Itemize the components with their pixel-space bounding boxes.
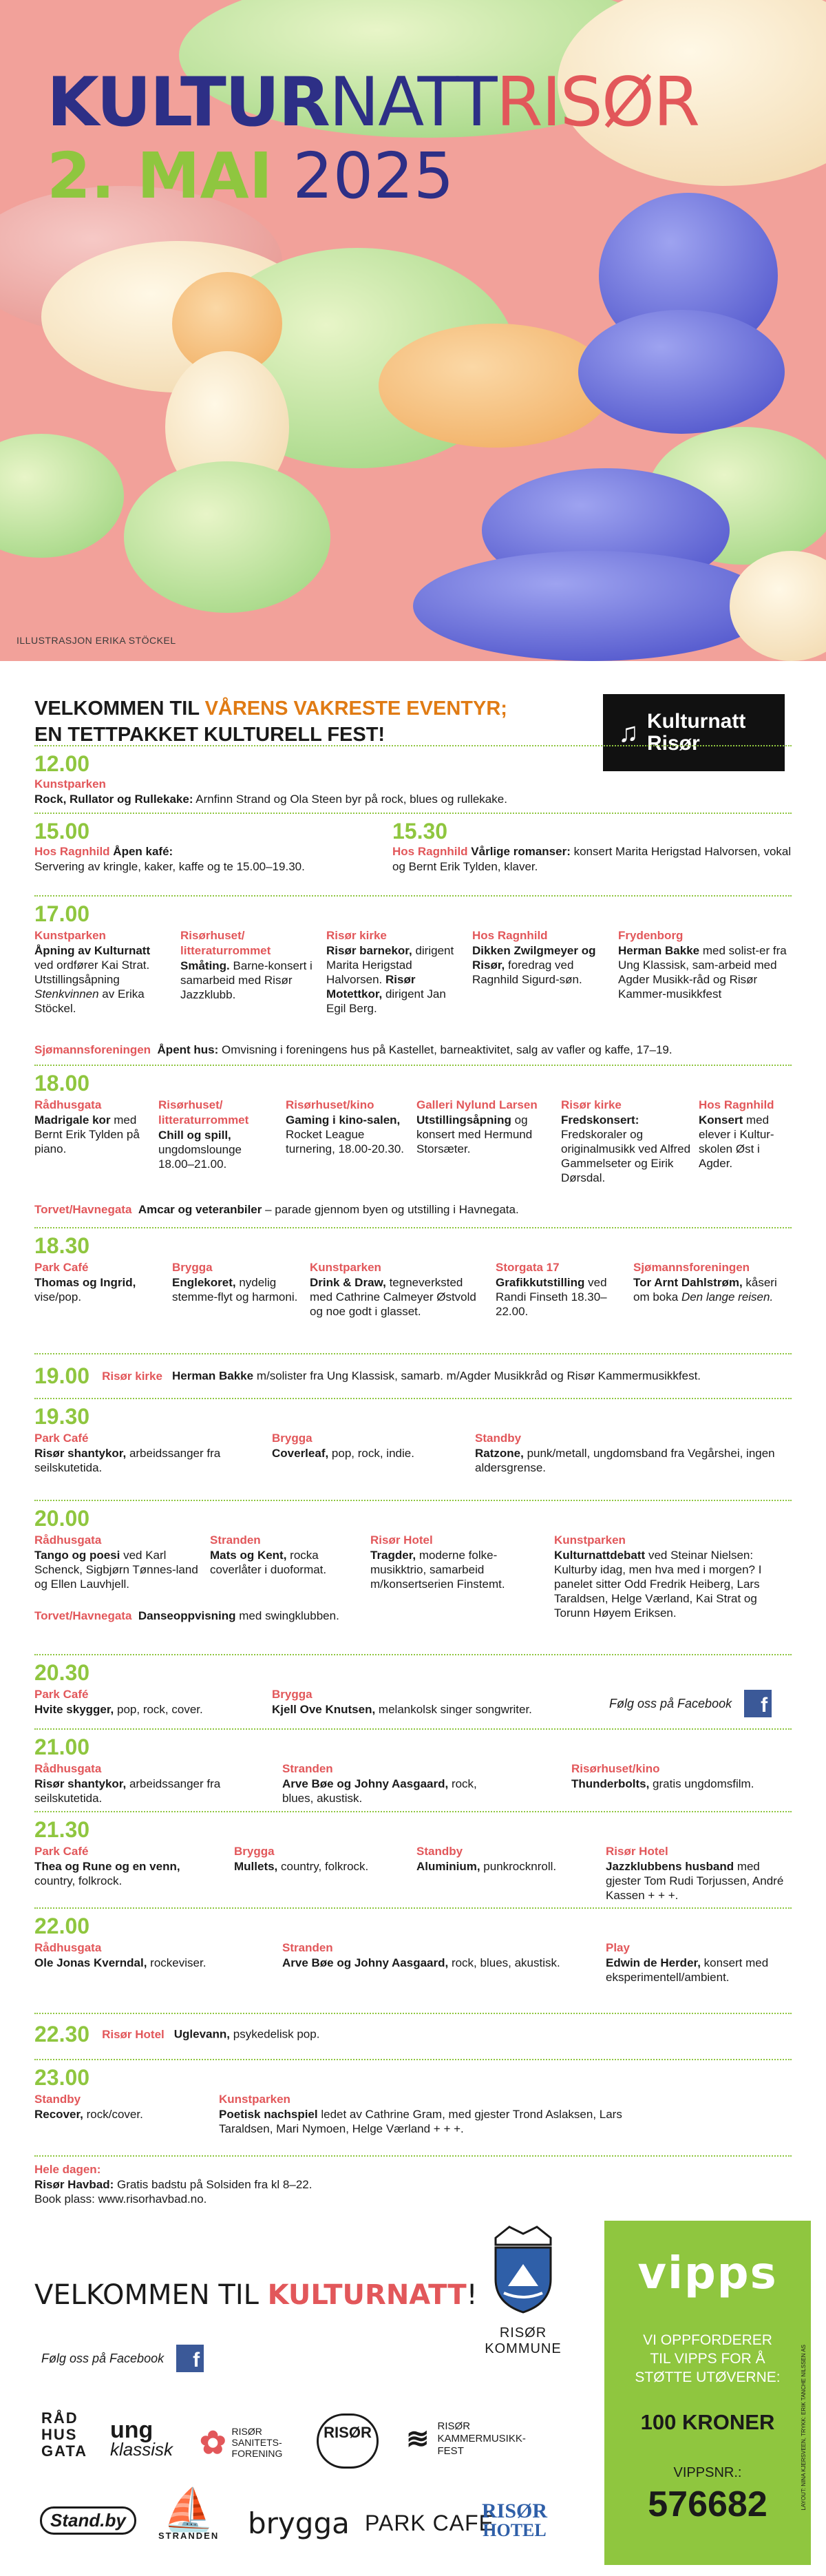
event-title: Risør shantykor, — [34, 1447, 127, 1460]
event-desc: og konsert med Hermund Storsæter. — [416, 1113, 533, 1155]
event-location: Risør Hotel — [370, 1533, 433, 1547]
event-location: Sjømannsforeningen — [633, 1261, 750, 1274]
vipps-logo: vipps — [637, 2248, 778, 2299]
event-desc: Fredskoraler og originalmusikk ved Alfred Gammelseter og Eirik Dørsdal. — [561, 1128, 691, 1184]
logo-text: HUS — [41, 2426, 78, 2443]
radhusgata-logo — [41, 2410, 87, 2460]
event-desc: melankolsk singer songwriter. — [375, 1703, 532, 1716]
slot-2130 — [34, 1816, 792, 1906]
facebook-label: Følg oss på Facebook — [41, 2351, 165, 2365]
event-title: Herman Bakke — [171, 1369, 254, 1383]
event-title: Amcar og veteranbiler — [138, 1203, 262, 1216]
event-location: Brygga — [234, 1845, 275, 1858]
event-desc: dirigent Jan Egil Berg. — [326, 987, 446, 1015]
footer-welcome — [34, 2279, 478, 2311]
slot-2200 — [34, 1913, 792, 2009]
logo-line1: Kulturnatt — [647, 710, 746, 733]
event-card — [34, 1761, 262, 1805]
event-desc: av Erika Stöckel. — [34, 987, 145, 1015]
event-title: Englekoret, — [172, 1276, 236, 1289]
event-title: Madrigale kor — [34, 1113, 111, 1127]
event-card — [272, 1687, 589, 1717]
event-title: Risør shantykor, — [34, 1777, 127, 1790]
event-location: Torvet/Havnegata — [34, 1609, 132, 1622]
event-desc: med elever i Kultur-skolen Øst i Agder. — [699, 1113, 774, 1170]
event-card — [180, 928, 318, 1002]
event-card — [561, 1098, 692, 1185]
intro-welcome — [34, 695, 585, 748]
slot-time: 15.30 — [392, 819, 448, 844]
event-desc: ved ordfører Kai Strat. Utstillingsåpning — [34, 959, 150, 986]
event-location: Rådhusgata — [34, 1941, 102, 1954]
waves-icon: ≋ — [406, 2424, 430, 2454]
event-location: Kunstparken — [34, 929, 106, 942]
event-location: Standby — [475, 1432, 522, 1445]
event-italic: Stenkvinnen — [34, 987, 99, 1001]
event-desc: nydelig stemme-flyt og harmoni. — [172, 1276, 298, 1303]
footer-welcome-kulturnatt: KULTURNATT — [267, 2279, 467, 2311]
slot-2000 — [34, 1505, 792, 1657]
event-desc: dirigent Marita Herigstad Halvorsen. — [326, 944, 454, 986]
facebook-label: Følg oss på Facebook — [609, 1696, 732, 1710]
event-row — [34, 1043, 792, 1058]
event-title: Chill og spill, — [158, 1129, 231, 1142]
intro-welcome-line2: EN TETTPAKKET KULTURELL FEST! — [34, 724, 385, 746]
standby-logo — [40, 2506, 136, 2535]
hero-title-natt: NATT — [328, 63, 496, 142]
event-title: Tango og poesi — [34, 1549, 120, 1562]
event-location: Rådhusgata — [34, 1762, 102, 1775]
event-card — [633, 1260, 792, 1304]
event-desc: rock/cover. — [83, 2108, 143, 2121]
event-title: Kjell Ove Knutsen, — [272, 1703, 376, 1716]
event-title: Fredskonsert: — [561, 1113, 639, 1127]
event-desc: Omvisning i foreningens hus på Kastellet, barneaktivitet, salg av vafler og kaffe, 17–19. — [218, 1043, 673, 1056]
event-location: Standby — [416, 1845, 463, 1858]
event-desc: kåseri om boka — [633, 1276, 777, 1303]
event-title: Mats og Kent, — [210, 1549, 287, 1562]
event-location: Galleri Nylund Larsen — [416, 1098, 538, 1111]
event-location: Risørhuset/ litteraturrommet — [180, 929, 271, 957]
event-desc: ungdomslounge 18.00–21.00. — [158, 1143, 242, 1171]
event-desc: ved Steinar Nielsen: Kulturby idag, men hva med i morgen? I panelet sitter Odd Fredrik Heiberg, Lars Taraldsen, Helge Værland, Kai Strat og Torunn Høyem Eriksen. — [554, 1549, 762, 1620]
event-card — [310, 1260, 489, 1319]
event-card — [34, 1844, 220, 1888]
event-title: Åpning av Kulturnatt — [34, 944, 151, 957]
slot-1800 — [34, 1070, 792, 1222]
event-card — [34, 1533, 200, 1591]
event-card — [496, 1260, 626, 1319]
event-title: Poetisk nachspiel — [219, 2108, 318, 2121]
event-location: Kunstparken — [554, 1533, 626, 1547]
event-desc: konsert med eksperimentell/ambient. — [606, 1956, 769, 1984]
divider — [34, 1654, 792, 1655]
event-card — [699, 1098, 792, 1171]
stranden-logo — [158, 2486, 220, 2541]
hero-date-day: 2. MAI — [47, 139, 273, 213]
vipps-box — [604, 2221, 811, 2565]
event-italic: Den lange reisen. — [681, 1290, 774, 1303]
event-card — [326, 928, 464, 1016]
logo-text: RISØR — [482, 2500, 548, 2522]
divider — [34, 1907, 792, 1909]
facebook-link[interactable] — [41, 2345, 204, 2372]
vipps-message — [604, 2331, 811, 2387]
facebook-icon[interactable]: f — [744, 1690, 772, 1717]
divider — [34, 1728, 792, 1730]
event-desc: med swingklubben. — [235, 1609, 339, 1622]
event-title: Dikken Zwilgmeyer og Risør, — [472, 944, 596, 972]
event-title: Arve Bøe og Johny Aasgaard, — [282, 1956, 449, 1969]
vipps-msg-line: STØTTE UTØVERNE: — [635, 2369, 781, 2385]
event-desc: pop, rock, indie. — [328, 1447, 414, 1460]
slot-time: 12.00 — [34, 751, 90, 776]
logo-text: Stand.by — [50, 2510, 126, 2531]
event-desc: med solist-er fra Ung Klassisk, sam-arbeid med Agder Musikk-råd og Risør Kammer-musikkfest — [618, 944, 787, 1001]
event-title: Ratzone, — [475, 1447, 524, 1460]
event-card — [416, 1098, 551, 1156]
event-desc: Servering av kringle, kaker, kaffe og te 15.00–19.30. — [34, 860, 305, 873]
event-card — [286, 1098, 410, 1156]
event-location: Risør Hotel — [606, 1845, 668, 1858]
slot-time: 18.30 — [34, 1233, 90, 1258]
event-card — [282, 1761, 509, 1805]
slot-location: Hele dagen: — [34, 2163, 101, 2176]
logo-text: PARK CAFÉ — [365, 2511, 494, 2535]
footer-welcome-a: VELKOMMEN TIL — [34, 2279, 268, 2311]
event-desc: ved Karl Schenck, Sigbjørn Tønnes-land og Ellen Lauvhjell. — [34, 1549, 198, 1591]
event-card — [416, 1844, 582, 1874]
event-location: Stranden — [282, 1941, 333, 1954]
event-title: Risør barnekor, — [326, 944, 412, 957]
event-card — [606, 1940, 792, 1985]
logo-text: brygga — [248, 2506, 350, 2540]
slot-location: Risør kirke — [102, 1369, 162, 1383]
event-card — [34, 2092, 213, 2122]
hero-title-risor: RISØR — [496, 63, 699, 142]
divider — [34, 813, 792, 814]
event-desc: country, folkrock. — [277, 1860, 369, 1873]
event-desc: country, folkrock. — [34, 1874, 123, 1887]
event-desc: moderne folke-musikktrio, samarbeid m/konsertserien Finstemt. — [370, 1549, 505, 1591]
event-desc: – parade gjennom byen og utstilling i Havnegata. — [262, 1203, 519, 1216]
event-title: Thea og Rune og en venn, — [34, 1860, 180, 1873]
event-location: Stranden — [210, 1533, 261, 1547]
logo-text: RÅD — [41, 2409, 78, 2427]
event-title: Hvite skygger, — [34, 1703, 114, 1716]
event-location: Risørhuset/ litteraturrommet — [158, 1098, 249, 1127]
event-title: Coverleaf, — [272, 1447, 329, 1460]
event-location: Brygga — [172, 1261, 213, 1274]
logo-text: GATA — [41, 2442, 88, 2460]
divider — [34, 2059, 792, 2060]
event-location: Storgata 17 — [496, 1261, 560, 1274]
slot-time: 21.00 — [34, 1735, 90, 1759]
slot-time: 19.00 — [34, 1363, 90, 1388]
event-title: Åpent hus: — [157, 1043, 219, 1056]
event-card — [606, 1844, 792, 1903]
slot-1530 — [392, 818, 792, 874]
risor-kommune-logo — [461, 2224, 585, 2357]
event-location: Brygga — [272, 1432, 313, 1445]
event-card — [554, 1533, 792, 1620]
hero-title — [47, 63, 699, 142]
event-title: Grafikkutstilling — [496, 1276, 585, 1289]
hero-date — [47, 139, 454, 213]
event-desc: med gjester Tom Rudi Torjussen, André Kassen + + +. — [606, 1860, 784, 1902]
divider — [34, 1227, 792, 1228]
slot-1930 — [34, 1403, 792, 1493]
event-card — [219, 2092, 659, 2136]
event-desc: punkrocknroll. — [480, 1860, 557, 1873]
event-title: Herman Bakke — [618, 944, 700, 957]
slot-time: 17.00 — [34, 901, 90, 926]
event-desc: rock, blues, akustisk. — [282, 1777, 477, 1805]
event-title: Tor Arnt Dahlstrøm, — [633, 1276, 743, 1289]
event-row — [34, 1609, 544, 1624]
event-desc: Barne-konsert i samarbeid med Risør Jazzklubb. — [180, 959, 313, 1001]
event-card — [34, 1940, 262, 1970]
event-title: Edwin de Herder, — [606, 1956, 701, 1969]
ung-klassisk-logo — [110, 2417, 173, 2460]
event-card — [475, 1431, 792, 1475]
intro-welcome-highlight: VÅRENS VAKRESTE EVENTYR; — [204, 698, 507, 720]
event-title: Thomas og Ingrid, — [34, 1276, 136, 1289]
event-card — [272, 1431, 499, 1460]
event-desc: Arnfinn Strand og Ola Steen byr på rock, blues og rullekake. — [193, 793, 507, 806]
event-location: Risørhuset/kino — [571, 1762, 660, 1775]
divider — [34, 1353, 792, 1354]
event-location: Risør kirke — [561, 1098, 622, 1111]
slot-time: 15.00 — [34, 819, 90, 844]
event-title: Risør Havbad: — [34, 2178, 114, 2191]
kammermusikkfest-logo — [406, 2420, 526, 2458]
layout-credit: LAYOUT: NINA KJERSVEEN, TRYKK: ERIK TANCHE NILSSEN AS — [801, 2345, 807, 2511]
event-location: Park Café — [34, 1261, 89, 1274]
music-notes-icon: ♫ — [618, 717, 639, 748]
event-location: Kunstparken — [310, 1261, 381, 1274]
risor-hotel-logo — [482, 2501, 547, 2540]
flower-icon: ✿ — [200, 2425, 226, 2460]
event-card — [34, 1431, 262, 1475]
sail-icon: ⛵ — [162, 2486, 215, 2533]
event-row — [34, 1202, 792, 1217]
logo-text: klassisk — [110, 2439, 173, 2460]
slot-time: 19.30 — [34, 1404, 90, 1429]
event-desc: rockeviser. — [147, 1956, 206, 1969]
slot-1830 — [34, 1233, 792, 1350]
event-card — [210, 1533, 351, 1577]
event-location: Rådhusgata — [34, 1098, 102, 1111]
event-location: Brygga — [272, 1688, 313, 1701]
slot-time: 21.30 — [34, 1817, 90, 1842]
logo-text: RISØR — [324, 2424, 372, 2441]
event-desc: psykedelisk pop. — [230, 2027, 320, 2041]
event-card — [370, 1533, 549, 1591]
hero-date-year: 2025 — [293, 139, 454, 213]
event-title: Uglevann, — [173, 2027, 231, 2041]
logo-text: RISØR KAMMERMUSIKK-FEST — [437, 2420, 526, 2457]
facebook-icon[interactable]: f — [176, 2345, 204, 2372]
event-card — [472, 928, 610, 987]
intro-welcome-a: VELKOMMEN TIL — [34, 698, 205, 720]
event-title: Arve Bøe og Johny Aasgaard, — [282, 1777, 449, 1790]
vipps-number[interactable]: 576682 — [648, 2484, 767, 2524]
divider — [34, 2013, 792, 2014]
vipps-amount: 100 KRONER — [640, 2410, 775, 2434]
event-title: Småting. — [180, 959, 230, 972]
event-title: Thunderbolts, — [571, 1777, 650, 1790]
event-desc: punk/metall, ungdomsband fra Vegårshei, ingen aldersgrense. — [475, 1447, 775, 1474]
event-title: Vårlige romanser: — [471, 845, 571, 858]
event-desc: rock, blues, akustisk. — [448, 1956, 560, 1969]
slot-time: 22.30 — [34, 2022, 90, 2046]
event-title: Aluminium, — [416, 1860, 480, 1873]
park-cafe-logo — [365, 2511, 494, 2536]
facebook-link[interactable] — [609, 1690, 772, 1717]
event-card — [158, 1098, 279, 1171]
event-desc: Gratis badstu på Solsiden fra kl 8–22. — [114, 2178, 313, 2191]
event-desc: pop, rock, cover. — [114, 1703, 203, 1716]
event-location: Hos Ragnhild — [472, 929, 548, 942]
event-desc: gratis ungdomsfilm. — [649, 1777, 754, 1790]
event-card — [282, 1940, 606, 1970]
event-desc: Rocket League turnering, 18.00-20.30. — [286, 1128, 405, 1155]
kommune-label: RISØR KOMMUNE — [485, 2325, 562, 2356]
event-title: Kulturnattdebatt — [554, 1549, 646, 1562]
vipps-msg-line: VI OPPFORDERER — [643, 2332, 772, 2348]
slot-time: 20.00 — [34, 1506, 90, 1531]
event-location: Park Café — [34, 1845, 89, 1858]
logo-text: ung — [110, 2417, 153, 2443]
event-title: Recover, — [34, 2108, 83, 2121]
event-location: Stranden — [282, 1762, 333, 1775]
logo-text: HOTEL — [483, 2520, 547, 2540]
event-location: Risørhuset/kino — [286, 1098, 374, 1111]
divider — [34, 1500, 792, 1501]
brygga-logo — [248, 2506, 350, 2540]
hero-illustration — [0, 0, 826, 661]
risor-jazz-logo — [317, 2413, 379, 2469]
divider — [34, 1811, 792, 1812]
event-card — [34, 1260, 165, 1304]
slot-location: Hos Ragnhild — [392, 845, 468, 858]
event-card — [34, 1687, 262, 1717]
event-location: Frydenborg — [618, 929, 684, 942]
slot-1900 — [34, 1363, 792, 1389]
event-desc: rocka coverlåter i duoformat. — [210, 1549, 327, 1576]
footer-welcome-c: ! — [466, 2279, 478, 2311]
vipps-msg-line: TIL VIPPS FOR Å — [650, 2351, 765, 2367]
event-card — [234, 1844, 399, 1874]
event-location: Risør kirke — [326, 929, 387, 942]
vipps-number-label: VIPPSNR.: — [673, 2465, 742, 2480]
slot-2300 — [34, 2064, 792, 2154]
event-desc: foredrag ved Ragnhild Sigurd-søn. — [472, 959, 582, 986]
logo-text: RISØR SANITETS-FORENING — [231, 2426, 283, 2459]
divider — [34, 2155, 792, 2157]
event-location: Kunstparken — [219, 2093, 290, 2106]
slot-1700 — [34, 901, 792, 1059]
event-desc: arbeidssanger fra seilskutetida. — [34, 1447, 221, 1474]
slot-2230 — [34, 2022, 792, 2047]
divider — [34, 1065, 792, 1066]
logo-text: STRANDEN — [158, 2531, 220, 2541]
event-desc: ledet av Cathrine Gram, med gjester Trond Aslaksen, Lars Taraldsen, Mari Nymoen, Helge Værland + + +. — [219, 2108, 622, 2135]
slot-location: Risør Hotel — [102, 2027, 165, 2041]
coat-of-arms-icon — [489, 2224, 558, 2314]
slot-1200 — [34, 751, 792, 806]
event-title: Jazzklubbens husband — [606, 1860, 734, 1873]
event-desc: m/solister fra Ung Klassisk, samarb. m/Agder Musikkråd og Risør Kammermusikkfest. — [253, 1369, 701, 1383]
slot-time: 18.00 — [34, 1071, 90, 1096]
slot-2030 — [34, 1659, 792, 1728]
event-card — [172, 1260, 303, 1304]
event-title: Mullets, — [234, 1860, 278, 1873]
event-card — [34, 928, 172, 1016]
divider — [34, 1398, 792, 1399]
event-title: Rock, Rullator og Rullekake: — [34, 793, 193, 806]
event-location: Torvet/Havnegata — [34, 1203, 132, 1216]
event-desc: konsert Marita Herigstad Halvorsen, vokal og Bernt Erik Tylden, klaver. — [392, 845, 792, 873]
slot-time: 22.00 — [34, 1914, 90, 1938]
slot-allday — [34, 2162, 792, 2206]
event-card — [618, 928, 792, 1001]
event-location: Standby — [34, 2093, 81, 2106]
divider — [34, 745, 792, 746]
slot-2100 — [34, 1734, 792, 1816]
event-location: Rådhusgata — [34, 1533, 102, 1547]
hero-title-kultur: KULTUR — [47, 63, 329, 142]
event-desc: vise/pop. — [34, 1290, 82, 1303]
event-desc: tegneverksted med Cathrine Calmeyer Østvold og noe godt i glasset. — [310, 1276, 476, 1318]
event-desc: arbeidssanger fra seilskutetida. — [34, 1777, 221, 1805]
logo-line2: Risør — [647, 732, 700, 755]
event-title: Gaming i kino-salen, — [286, 1113, 401, 1127]
slot-time: 20.30 — [34, 1660, 90, 1685]
event-title: Åpen kafé: — [113, 845, 173, 858]
event-location: Hos Ragnhild — [699, 1098, 774, 1111]
sanitetsforening-logo — [200, 2424, 301, 2461]
event-card — [34, 1098, 151, 1156]
event-title: Drink & Draw, — [310, 1276, 386, 1289]
event-desc: Book plass: www.risorhavbad.no. — [34, 2192, 207, 2206]
event-title: Risør Motettkor, — [326, 973, 416, 1001]
slot-time: 23.00 — [34, 2065, 90, 2090]
event-title: Danseoppvisning — [138, 1609, 236, 1622]
event-location: Play — [606, 1941, 630, 1954]
event-location: Sjømannsforeningen — [34, 1043, 151, 1056]
slot-location: Hos Ragnhild — [34, 845, 110, 858]
event-title: Utstillingsåpning — [416, 1113, 511, 1127]
illustration-credit: ILLUSTRASJON ERIKA STÖCKEL — [17, 635, 176, 646]
event-desc: ved Randi Finseth 18.30–22.00. — [496, 1276, 607, 1318]
event-card — [571, 1761, 792, 1791]
event-title: Ole Jonas Kverndal, — [34, 1956, 147, 1969]
event-title: Tragder, — [370, 1549, 416, 1562]
slot-location: Kunstparken — [34, 777, 106, 790]
event-location: Park Café — [34, 1432, 89, 1445]
event-title: Konsert — [699, 1113, 743, 1127]
divider — [34, 895, 792, 897]
event-location: Park Café — [34, 1688, 89, 1701]
event-desc: med Bernt Erik Tylden på piano. — [34, 1113, 140, 1155]
